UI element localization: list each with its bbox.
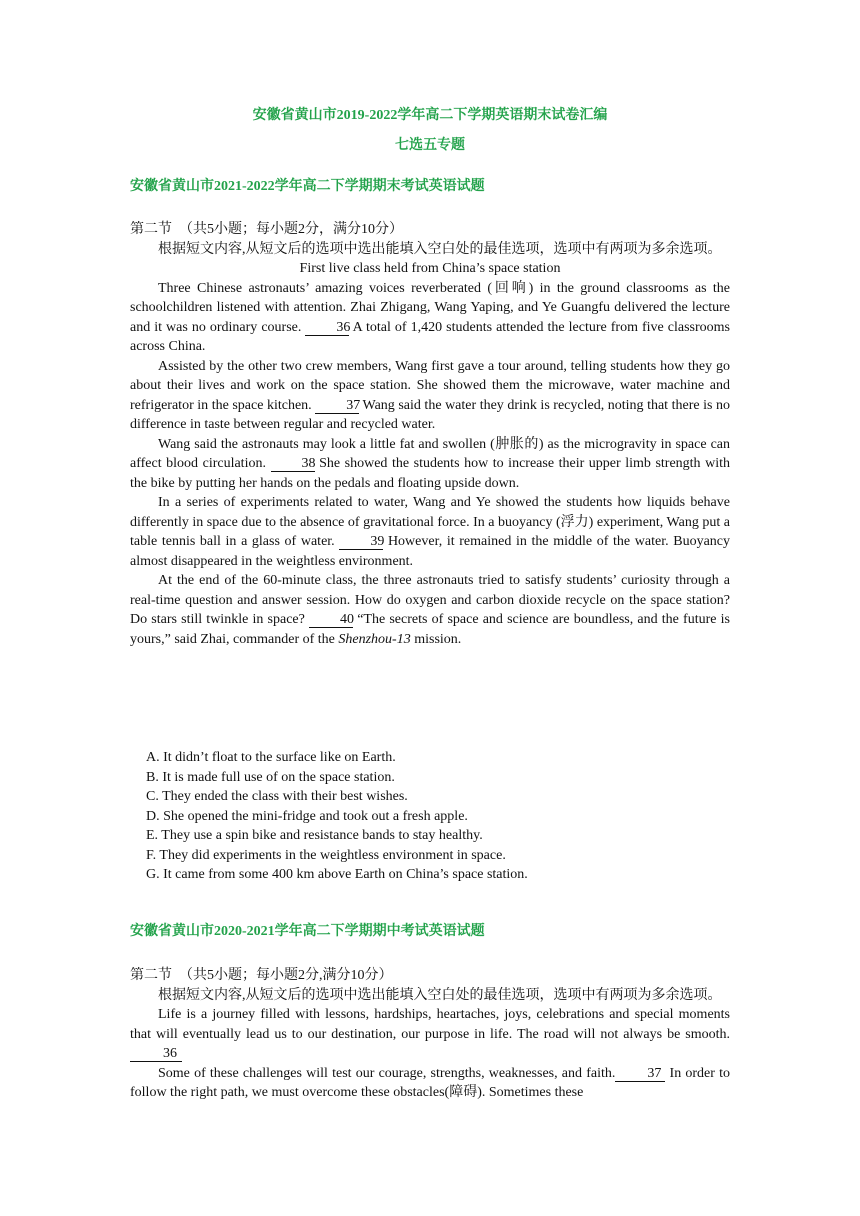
option-g: G. It came from some 400 km above Earth on China’s space station. (146, 867, 528, 882)
paragraph-2 (130, 357, 730, 435)
option-d: D. She opened the mini-fridge and took out a fresh apple. (146, 808, 468, 824)
section2-paragraph-1 (130, 1005, 730, 1064)
paragraph-text: mission. (410, 631, 462, 647)
paragraph-5 (130, 571, 730, 649)
document-subtitle: 七选五专题 (395, 138, 465, 153)
mission-name: Shenzhou-13 (338, 631, 411, 647)
paragraph-text: “The secrets of space and science are boundless, and the future is yours,” said Zhai, commander of the (130, 612, 731, 647)
option-e: E. They use a spin bike and resistance bands to stay healthy. (146, 828, 483, 843)
section1-instruction: 根据短文内容,从短文后的选项中选出能填入空白处的最佳选项，选项中有两项为多余选项。 (158, 241, 722, 257)
paragraph-3 (130, 435, 730, 494)
section2-heading: 安徽省黄山市2020-2021学年高二下学期期中考试英语试题 (130, 924, 485, 939)
blank-36: 36 (305, 320, 349, 336)
options-list (146, 748, 730, 885)
blank-37: 37 (615, 1066, 665, 1082)
paragraph-text: Wang said the astronauts may look a little fat and swollen (肿胀的) as the microgravity in space can affect blood circulation. (130, 436, 730, 471)
section2-part-label: 第二节 （共5小题；每小题2分,满分10分） (130, 968, 393, 983)
paragraph-text: She showed the students how to increase their upper limb strength with the bike by putting her hands on the pedals and floating upside down. (130, 456, 730, 491)
section2-paragraph-2 (130, 1064, 730, 1103)
blank-38: 38 (271, 456, 315, 472)
section2-instruction: 根据短文内容,从短文后的选项中选出能填入空白处的最佳选项，选项中有两项为多余选项。 (158, 987, 722, 1003)
paragraph-text: Three Chinese astronauts’ amazing voices reverberated (回响) in the ground classrooms as the schoolchildren listened with attention. Zhai Zhigang, Wang Yaping, and Ye Guangfu delivered the lecture and it was no ordinary course. (130, 280, 730, 335)
section1-heading: 安徽省黄山市2021-2022学年高二下学期期末考试英语试题 (130, 179, 485, 194)
blank-36: 36 (130, 1046, 182, 1062)
option-b: B. It is made full use of on the space station. (146, 769, 395, 785)
paragraph-4 (130, 493, 730, 571)
section1-part-label: 第二节 （共5小题；每小题2分，满分10分） (130, 222, 403, 237)
blank-40: 40 (309, 612, 353, 628)
document-title: 安徽省黄山市2019-2022学年高二下学期英语期末试卷汇编 (252, 108, 608, 123)
paragraph-text: Assisted by the other two crew members, Wang first gave a tour around, telling students how they go about their lives and work on the space station. She showed them the microwave, water machine and refrigerator in the space kitchen. (130, 358, 730, 413)
paragraph-text: A total of 1,420 students attended the lecture from five classrooms across China. (130, 319, 731, 354)
option-a: A. It didn’t float to the surface like on Earth. (146, 750, 396, 765)
paragraph-text: At the end of the 60-minute class, the three astronauts tried to satisfy students’ curiosity through a real-time question and answer session. How do oxygen and carbon dioxide recycle on the space station? Do stars still twinkle in space? (130, 573, 730, 627)
paragraph-text: Wang said the water they drink is recycled, noting that there is no difference in taste between regular and recycled water. (130, 397, 730, 432)
option-f: F. They did experiments in the weightless environment in space. (146, 847, 506, 863)
blank-37: 37 (315, 398, 359, 414)
section2-body (130, 966, 730, 1103)
paragraph-1 (130, 279, 730, 357)
blank-39: 39 (339, 534, 383, 550)
paragraph-text: In a series of experiments related to water, Wang and Ye showed the students how liquids behave differently in space due to the absence of gravitational force. In a buoyancy (浮力) experiment, Wang put a table tennis ball in a glass of water. (130, 495, 730, 549)
option-c: C. They ended the class with their best wishes. (146, 789, 408, 804)
section1-body (130, 220, 730, 649)
paragraph-text: In order to follow the right path, we must overcome these obstacles(障碍). Sometimes these (130, 1065, 731, 1100)
passage-title: First live class held from China’s space station (299, 261, 561, 276)
paragraph-text: Life is a journey filled with lessons, hardships, heartaches, joys, celebrations and special moments that will eventually lead us to our destination, our purpose in life. The road will not always be smooth. (130, 1007, 730, 1042)
paragraph-text: However, it remained in the middle of the water. Buoyancy almost disappeared in the weightless environment. (130, 534, 730, 569)
paragraph-text: Some of these challenges will test our courage, strengths, weaknesses, and faith. (158, 1065, 616, 1081)
